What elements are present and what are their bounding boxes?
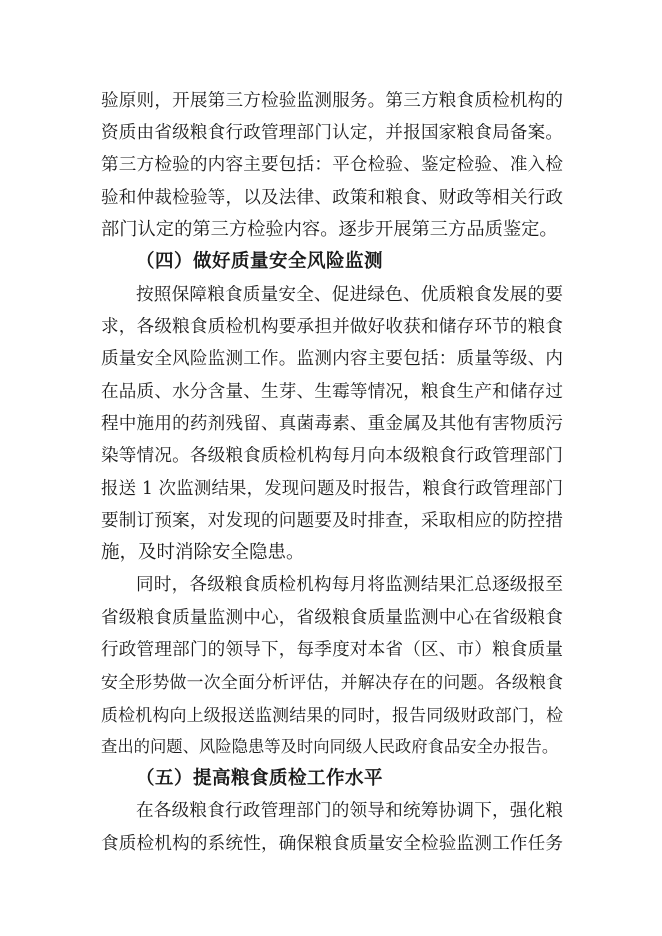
text-line: 查出的问题、风险隐患等及时向同级人民政府食品安全办报告。 [101,737,559,756]
text-line: 质检机构向上级报送监测结果的同时，报告同级财政部门，检 [101,705,563,725]
text-line: 省级粮食质量监测中心，省级粮食质量监测中心在省级粮食 [101,608,563,628]
text-line: 食质检机构的系统性，确保粮食质量安全检验监测工作任务 [101,834,563,854]
text-line: 求，各级粮食质检机构要承担并做好收获和储存环节的粮食 [101,317,563,337]
text-line: 程中施用的药剂残留、真菌毒素、重金属及其他有害物质污 [101,414,563,434]
text-line: 资质由省级粮食行政管理部门认定，并报国家粮食局备案。 [101,123,563,143]
text-line: 验和仲裁检验等，以及法律、政策和粮食、财政等相关行政 [101,188,563,208]
text-line: 施，及时消除安全隐患。 [101,542,305,563]
text-line: 验原则，开展第三方检验监测服务。第三方粮食质检机构的 [101,91,563,111]
text-line: 染等情况。各级粮食质检机构每月向本级粮食行政管理部门 [101,446,563,466]
text-line: 第三方检验的内容主要包括：平仓检验、鉴定检验、准入检 [101,155,563,175]
text-line: 同时，各级粮食质检机构每月将监测结果汇总逐级报至 [136,575,563,595]
text-line: 质量安全风险监测工作。监测内容主要包括：质量等级、内 [101,349,563,369]
text-line: 安全形势做一次全面分析评估，并解决存在的问题。各级粮食 [101,672,563,692]
text-line: 部门认定的第三方检验内容。逐步开展第三方品质鉴定。 [101,219,558,240]
text-line: 行政管理部门的领导下，每季度对本省（区、市）粮食质量 [101,640,563,660]
text-line: 按照保障粮食质量安全、促进绿色、优质粮食发展的要 [136,285,563,305]
section-heading-risk-monitoring: （四）做好质量安全风险监测 [136,251,384,272]
text-line: 要制订预案，对发现的问题要及时排查，采取相应的防控措 [101,511,563,531]
text-line: 在品质、水分含量、生芽、生霉等情况，粮食生产和储存过 [101,382,563,402]
text-line: 在各级粮食行政管理部门的领导和统筹协调下，强化粮 [136,801,563,821]
text-line: 报送 1 次监测结果，发现问题及时报告，粮食行政管理部门 [101,479,563,499]
section-heading-work-level: （五）提高粮食质检工作水平 [136,768,384,789]
